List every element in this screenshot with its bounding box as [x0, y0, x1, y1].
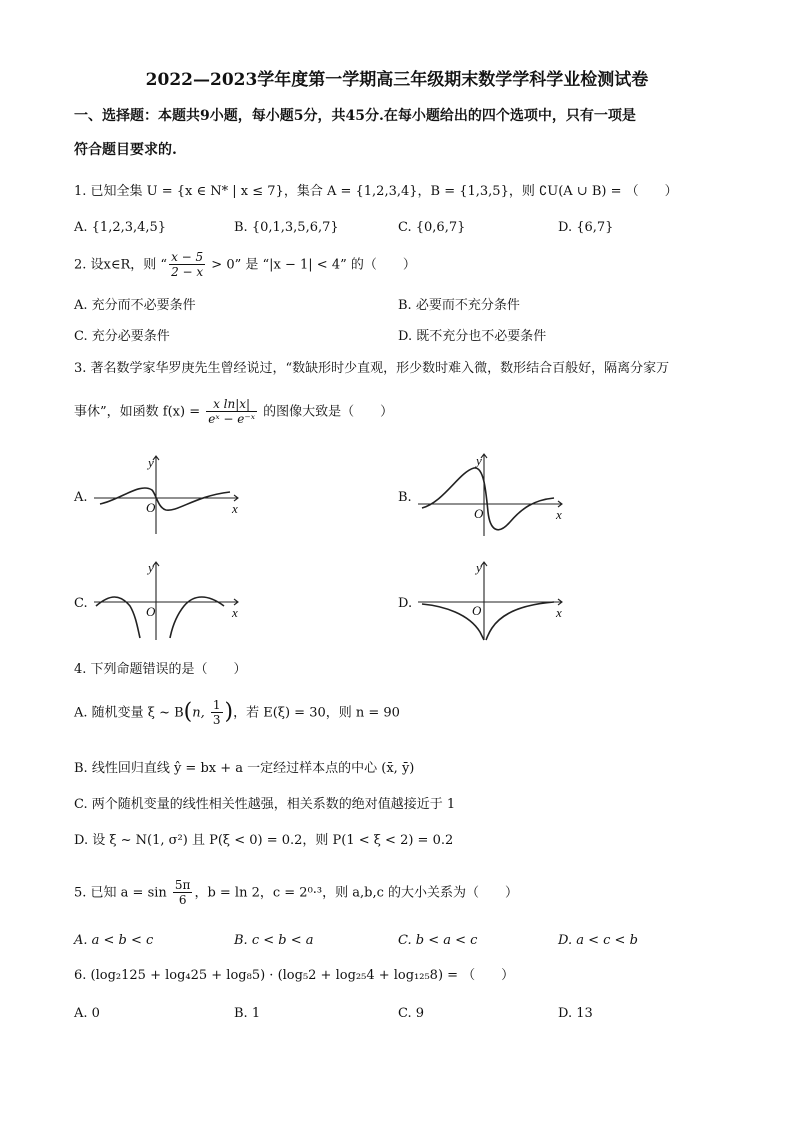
q1-stem: 1. 已知全集 U = {x ∈ N* | x ≤ 7}，集合 A = {1,2,3,4}，B = {1,3,5}，则 ∁U(A ∪ B) = （ ） — [74, 184, 678, 199]
q2-option-a: A. 充分而不必要条件 — [74, 298, 196, 313]
q3-graph-d — [414, 558, 574, 644]
q5-fraction — [173, 878, 193, 908]
graph-c-x-label: x — [232, 605, 238, 620]
section-heading-line1: 一、选择题：本题共9小题，每小题5分，共45分.在每小题给出的四个选项中，只有一项是 — [74, 108, 636, 124]
q3-option-c-label: C. — [74, 596, 88, 611]
q3-graph-c — [90, 558, 250, 644]
q3-graph-b — [414, 452, 574, 538]
exam-title: 2022—2023学年度第一学期高三年级期末数学学科学业检测试卷 — [145, 70, 649, 90]
q4-option-a: A. 随机变量 ξ ~ B(n, $\frac{1}{3}$ )，若 E(ξ) = 30，则 n = 90 — [74, 698, 400, 728]
q5-option-c: C. b < a < c — [398, 933, 478, 948]
q3-suffix: 的图像大致是（ ） — [258, 404, 394, 420]
q4-option-a-prefix: A. 随机变量 ξ ~ B — [74, 705, 184, 721]
q3-option-d-label: D. — [398, 596, 413, 611]
section-heading-line2: 符合题目要求的. — [74, 142, 177, 158]
q3-graph-a — [90, 452, 250, 538]
q4-option-d: D. 设 ξ ~ N(1, σ²) 且 P(ξ < 0) = 0.2，则 P(1 < ξ < 2) = 0.2 — [74, 833, 454, 848]
q3-line2 — [74, 397, 393, 427]
q5-suffix: ，b = ln 2，c = 2⁰·³，则 a,b,c 的大小关系为（ ） — [194, 885, 519, 901]
q1-option-c: C. {0,6,7} — [398, 220, 466, 235]
q2-frac-num: x − 5 — [171, 250, 204, 264]
q4-option-a-n: n, — [192, 705, 209, 721]
q3-option-a-label: A. — [74, 490, 88, 505]
graph-d-y-label: y — [476, 560, 482, 575]
q2-option-d: D. 既不充分也不必要条件 — [398, 329, 547, 344]
graph-a-origin: O — [146, 500, 156, 515]
q4-option-b: B. 线性回归直线 ŷ = bx + a 一定经过样本点的中心 (x̄, ȳ) — [74, 761, 415, 776]
q3-prefix: 事休”，如函数 f(x) = — [74, 404, 205, 420]
q5-stem — [74, 878, 518, 908]
graph-c-curve-right — [170, 597, 224, 638]
graph-b-x-label: x — [556, 507, 562, 522]
q6-option-d: D. 13 — [558, 1006, 593, 1021]
q3-option-b-label: B. — [398, 490, 412, 505]
q2-suffix: > 0” 是 “|x − 1| < 4” 的（ ） — [207, 257, 416, 273]
q3-frac-num: x ln|x| — [206, 397, 257, 412]
graph-d-x-label: x — [556, 605, 562, 620]
q1-option-d: D. {6,7} — [558, 220, 614, 235]
q6-option-a: A. 0 — [74, 1006, 100, 1021]
graph-a-y-label: y — [148, 455, 154, 470]
q1-option-a: A. {1,2,3,4,5} — [74, 220, 167, 235]
q4-stem: 4. 下列命题错误的是（ ） — [74, 662, 247, 677]
graph-c-origin: O — [146, 604, 156, 619]
q5-option-d: D. a < c < b — [558, 933, 638, 948]
q4-option-a-frac-den: 3 — [212, 713, 221, 728]
graph-b-curve — [422, 468, 554, 530]
q2-option-c: C. 充分必要条件 — [74, 329, 170, 344]
q5-frac-den: 6 — [178, 893, 187, 908]
q4-option-a-frac-num: 1 — [212, 698, 221, 712]
q6-option-c: C. 9 — [398, 1006, 425, 1021]
graph-b-origin: O — [474, 506, 484, 521]
q4-option-a-fraction — [211, 698, 223, 728]
q6-option-b: B. 1 — [234, 1006, 261, 1021]
graph-b-y-label: y — [476, 453, 482, 468]
q3-frac-den: eˣ − e⁻ˣ — [208, 412, 255, 427]
q2-option-b: B. 必要而不充分条件 — [398, 298, 520, 313]
q3-fraction — [206, 397, 257, 427]
q6-stem: 6. (log₂125 + log₄25 + log₈5) · (log₅2 + log₂₅4 + log₁₂₅8) = （ ） — [74, 968, 515, 983]
q2-frac-den: 2 − x — [171, 265, 204, 280]
graph-d-curve-right — [486, 602, 554, 640]
q3-line1: 3. 著名数学家华罗庚先生曾经说过，“数缺形时少直观，形少数时难入微，数形结合百般好，隔离分家万 — [74, 361, 670, 376]
q2-fraction — [169, 250, 205, 280]
graph-a-x-label: x — [232, 501, 238, 516]
graph-a-curve — [100, 488, 230, 510]
graph-c-y-label: y — [148, 560, 154, 575]
q5-frac-num: 5π — [174, 878, 191, 892]
q4-option-a-suffix: ，若 E(ξ) = 30，则 n = 90 — [233, 705, 400, 721]
q5-option-a: A. a < b < c — [74, 933, 154, 948]
graph-c-curve-left — [96, 597, 140, 638]
q5-option-b: B. c < b < a — [234, 933, 314, 948]
q1-option-b: B. {0,1,3,5,6,7} — [234, 220, 339, 235]
q5-prefix: 5. 已知 a = sin — [74, 885, 171, 901]
q2-prefix: 2. 设x∈R，则 “ — [74, 257, 168, 273]
q4-option-c: C. 两个随机变量的线性相关性越强，相关系数的绝对值越接近于 1 — [74, 797, 456, 812]
q2-stem — [74, 250, 416, 280]
graph-d-origin: O — [472, 603, 482, 618]
